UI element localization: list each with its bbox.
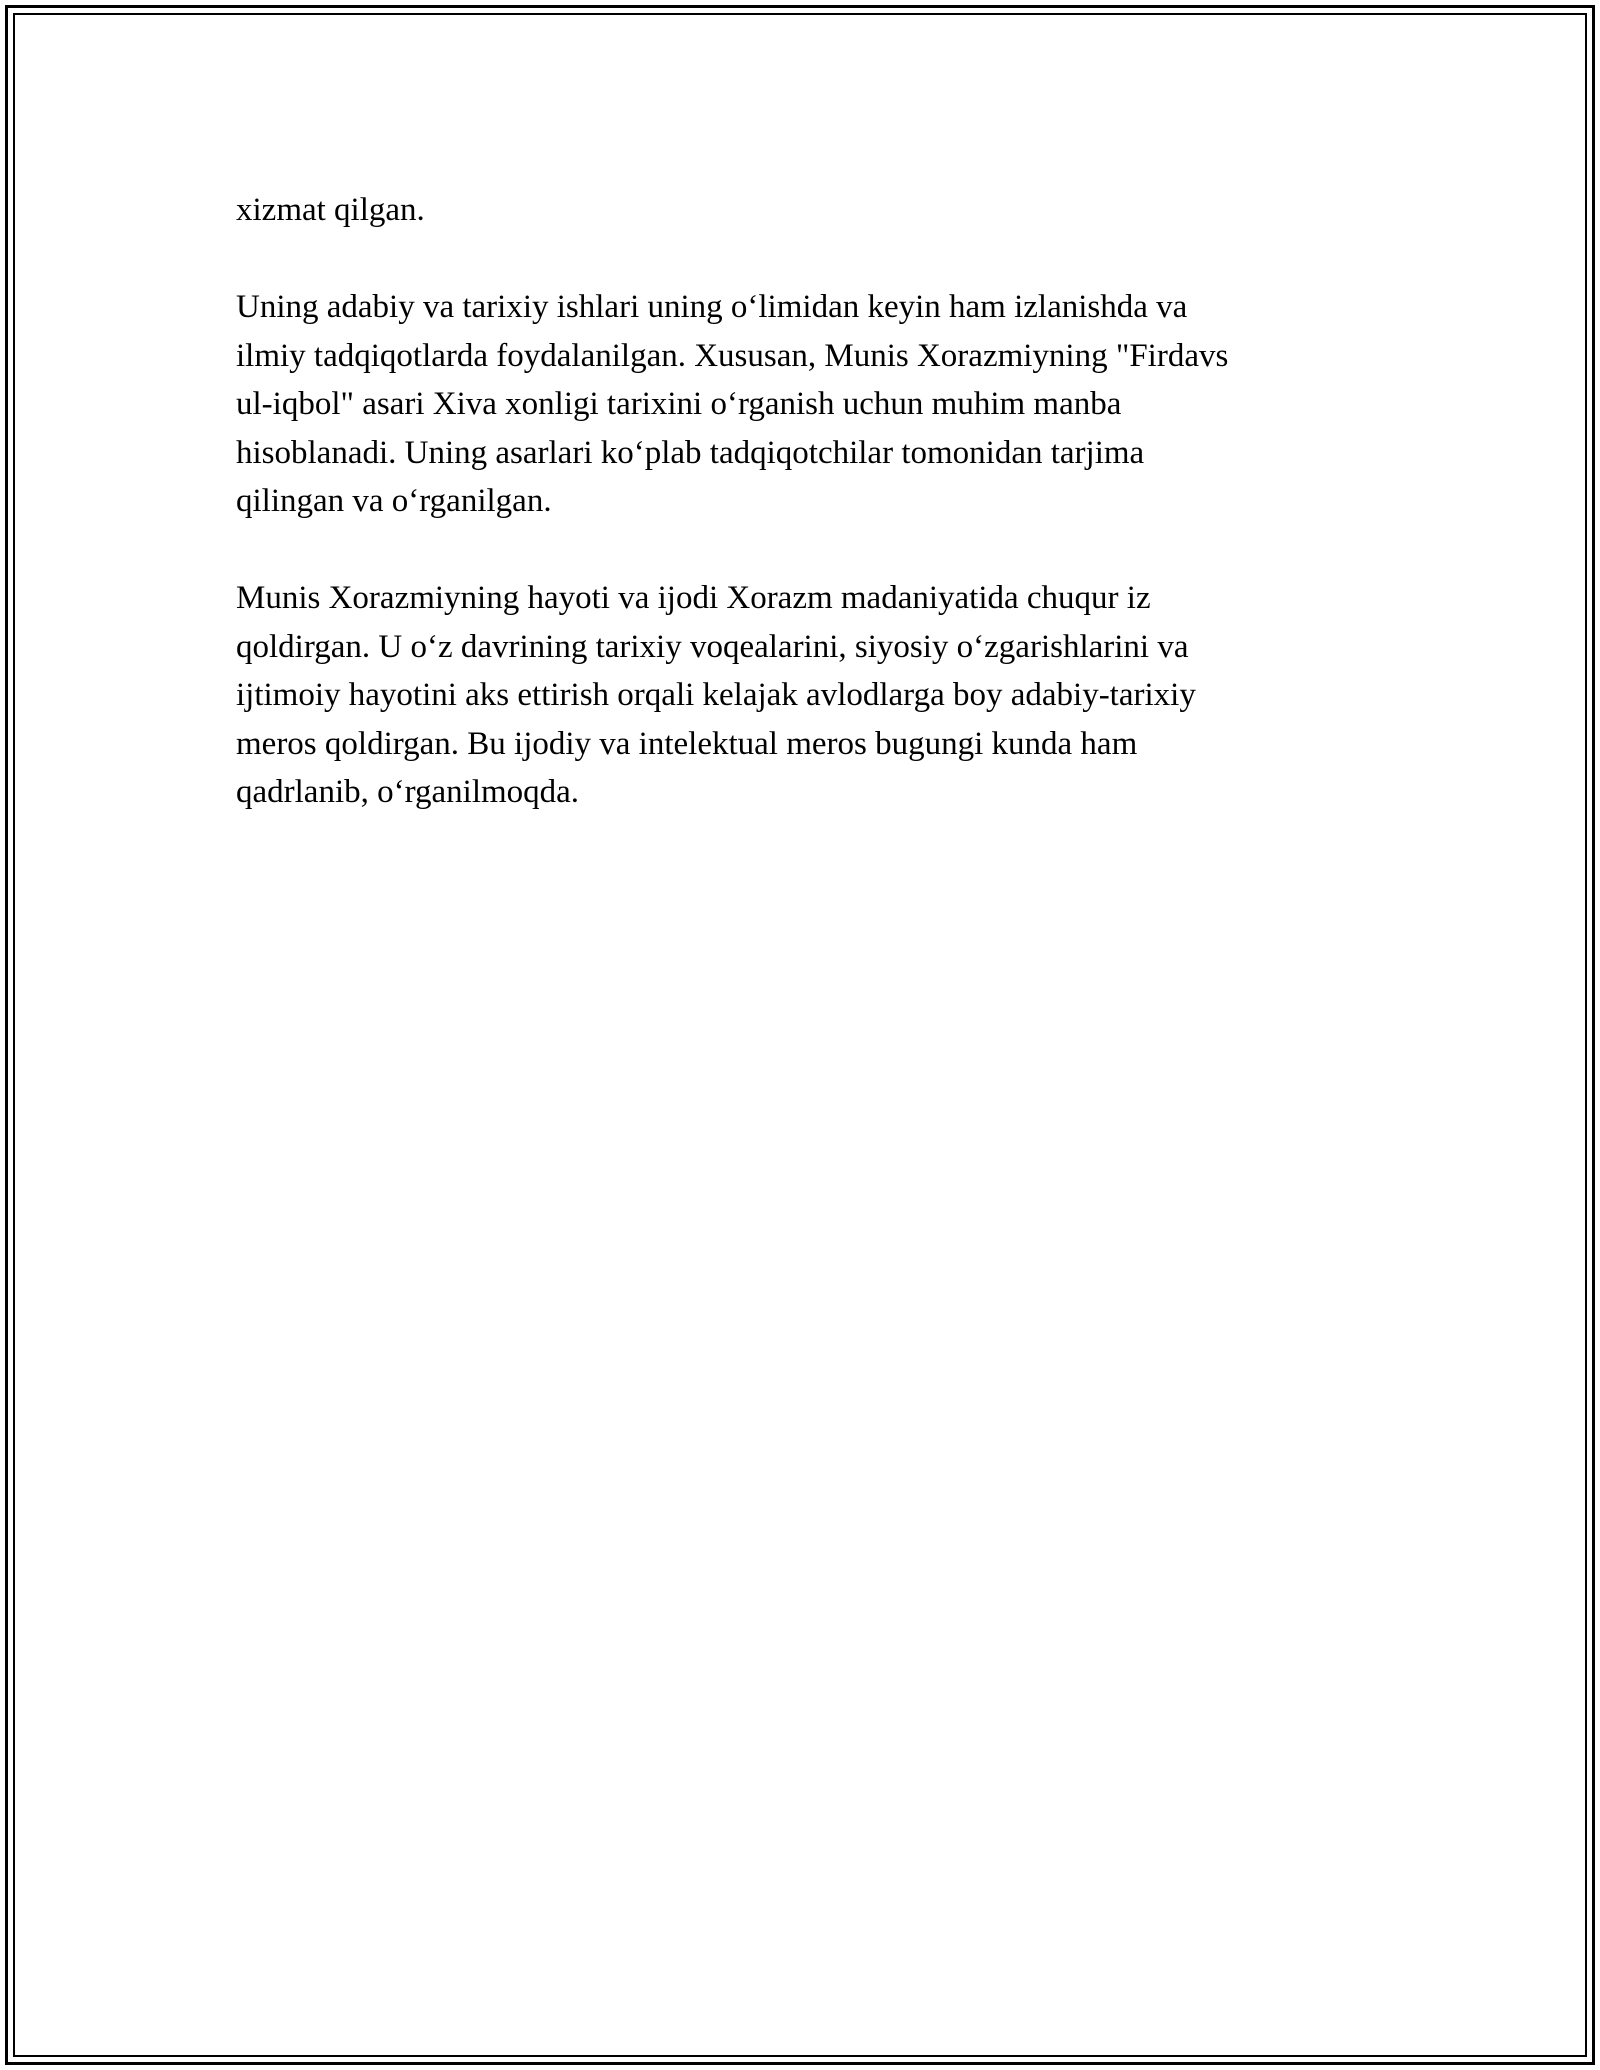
- paragraph-3: Munis Xorazmiyning hayoti va ijodi Xorazm madaniyatida chuqur iz qoldirgan. U o‘z davrining tarixiy voqealarini, siyosiy o‘zgarishlarini va ijtimoiy hayotini aks ettirish orqali kelajak avlodlarga boy adabiy-tarixiy meros qoldirgan. Bu ijodiy va intelektual meros bugungi kunda ham qadrlanib, o‘rganilmoqda.: [236, 580, 1196, 810]
- paragraph-1: xizmat qilgan.: [236, 192, 425, 228]
- paragraph-2: Uning adabiy va tarixiy ishlari uning o‘limidan keyin ham izlanishda va ilmiy tadqiqotlarda foydalanilgan. Xususan, Munis Xorazmiyning "Firdavs ul-iqbol" asari Xiva xonligi tarixini o‘rganish uchun muhim manba hisoblanadi. Uning asarlari ko‘plab tadqiqotchilar tomonidan tarjima qilingan va o‘rganilgan.: [236, 289, 1229, 519]
- document-body: [236, 186, 1356, 865]
